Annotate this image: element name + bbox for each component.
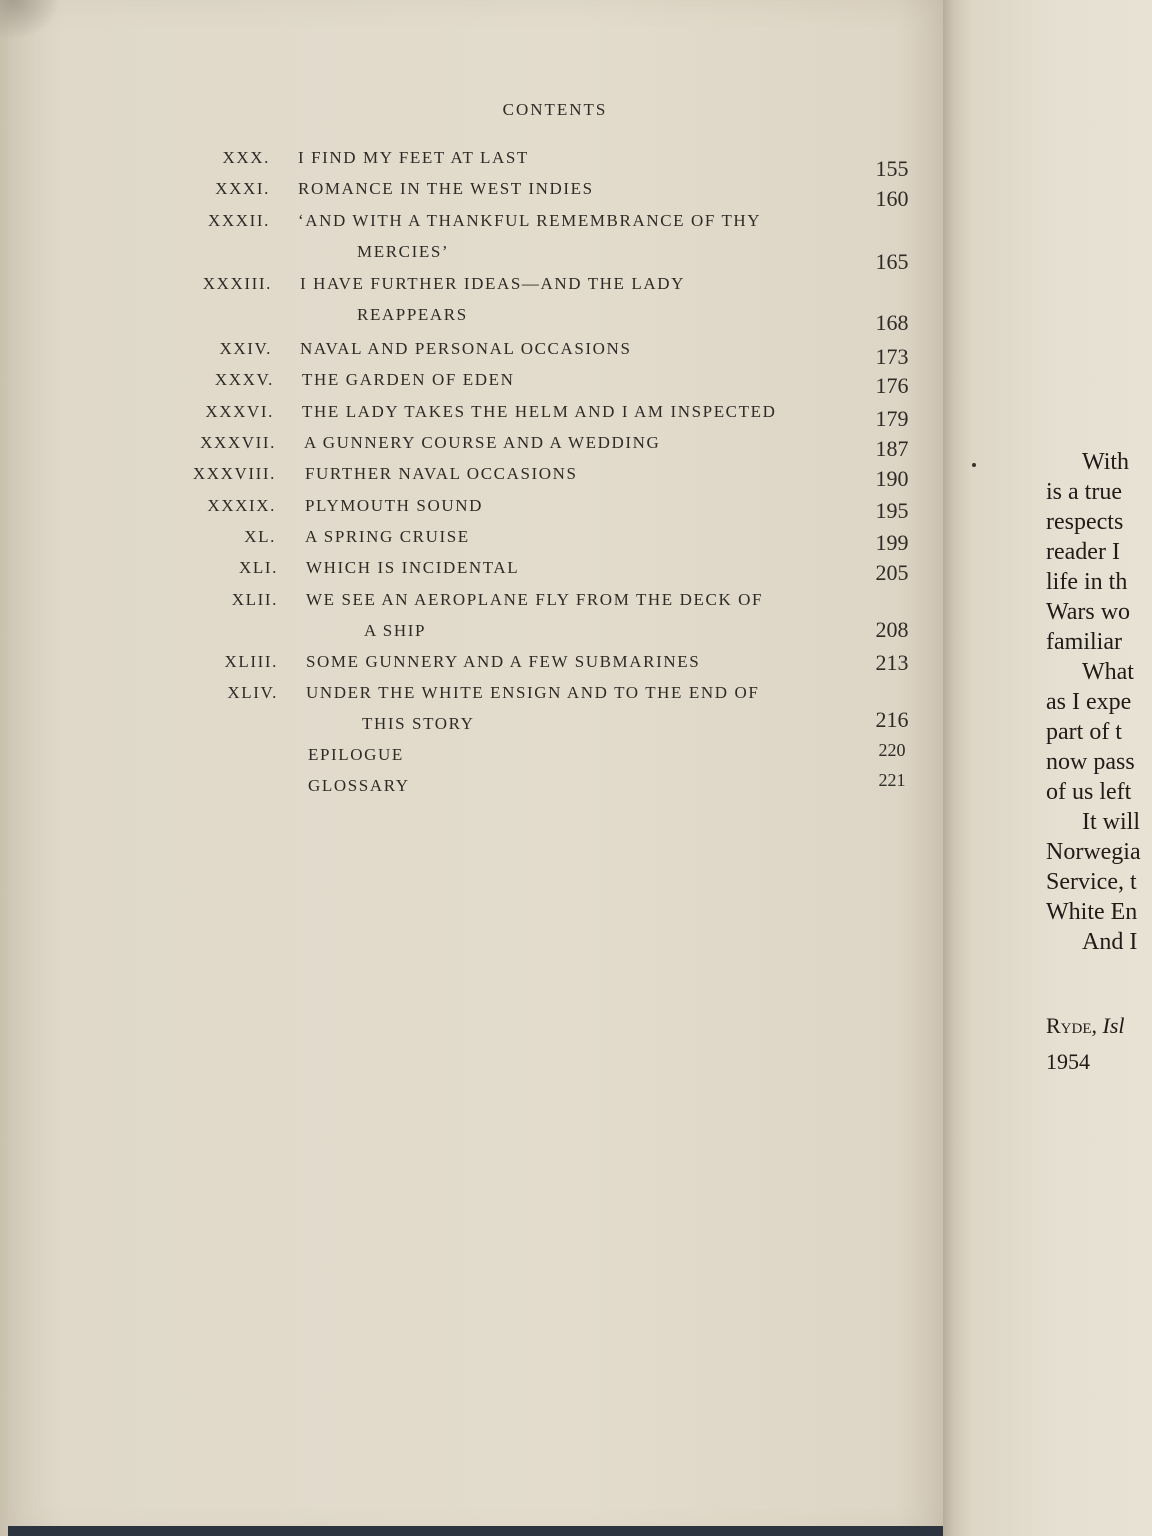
page-number: 176 [875, 373, 909, 398]
right-page-line: With [1082, 449, 1130, 475]
chapter-number: XXXI. [215, 179, 270, 198]
signature-place-italic: Isl [1102, 1013, 1125, 1038]
page-number: 205 [875, 560, 909, 585]
chapter-title: PLYMOUTH SOUND [305, 496, 483, 515]
right-page-line: part of t [1046, 719, 1122, 745]
right-page-line: life in th [1046, 569, 1128, 595]
chapter-title: ‘AND WITH A THANKFUL REMEMBRANCE OF THY [298, 211, 762, 230]
chapter-number: XLII. [231, 590, 278, 609]
right-page-line: now pass [1046, 749, 1135, 775]
chapter-title: SOME GUNNERY AND A FEW SUBMARINES [306, 652, 701, 671]
chapter-title: EPILOGUE [308, 745, 404, 764]
chapter-number: XXX. [222, 148, 270, 167]
chapter-title: WE SEE AN AEROPLANE FLY FROM THE DECK OF [306, 590, 764, 609]
page-number: 173 [875, 344, 909, 369]
right-page-line: It will [1082, 809, 1140, 835]
page-number: 199 [875, 530, 909, 555]
chapter-title-continuation: MERCIES’ [357, 242, 450, 261]
page-number: 179 [875, 406, 909, 431]
right-page-line: is a true [1046, 479, 1122, 505]
page-number: 168 [875, 310, 909, 335]
contents-heading: CONTENTS [502, 100, 608, 119]
chapter-title: THE GARDEN OF EDEN [302, 370, 515, 389]
page-number: 155 [875, 156, 909, 181]
chapter-number: XXXVI. [205, 402, 274, 421]
page-number: 190 [875, 466, 909, 491]
right-page-line: of us left [1046, 779, 1132, 805]
chapter-title: I HAVE FURTHER IDEAS—AND THE LADY [300, 274, 686, 293]
chapter-number: XXXIII. [202, 274, 272, 293]
right-page-line: reader I [1046, 539, 1120, 565]
page-number: 187 [875, 436, 909, 461]
signature-place: Ryde, [1046, 1013, 1098, 1038]
chapter-title: NAVAL AND PERSONAL OCCASIONS [300, 339, 632, 358]
right-page-line: as I expe [1046, 689, 1132, 715]
page-number: 216 [875, 707, 909, 732]
right-page-text [1046, 447, 1141, 957]
chapter-number: XXXII. [207, 211, 270, 230]
chapter-title: A GUNNERY COURSE AND A WEDDING [304, 433, 661, 452]
chapter-number: XLI. [239, 558, 278, 577]
right-page-signature [1046, 1008, 1125, 1080]
chapter-number: XXIV. [219, 339, 272, 358]
right-page-line: Norwegia [1046, 839, 1141, 865]
chapter-title-continuation: THIS STORY [362, 714, 475, 733]
right-page-line: respects [1046, 509, 1124, 535]
chapter-title-continuation: A SHIP [364, 621, 427, 640]
chapter-number: XXXVII. [200, 433, 276, 452]
chapter-number: XXXIX. [207, 496, 276, 515]
chapter-title: A SPRING CRUISE [305, 527, 470, 546]
ink-speck [972, 463, 976, 467]
chapter-number: XLIV. [227, 683, 278, 702]
right-page-line: familiar [1046, 629, 1122, 655]
chapter-title: WHICH IS INCIDENTAL [306, 558, 520, 577]
chapter-title: ROMANCE IN THE WEST INDIES [298, 179, 594, 198]
chapter-title-continuation: REAPPEARS [357, 305, 468, 324]
right-page-line: Wars wo [1046, 599, 1131, 625]
page-number: 165 [875, 249, 909, 274]
page-number: 220 [878, 740, 906, 760]
signature-year: 1954 [1046, 1049, 1090, 1074]
right-page-line: White En [1046, 899, 1138, 925]
page-number: 208 [875, 617, 909, 642]
right-page-line: Service, t [1046, 869, 1137, 895]
page-number: 160 [875, 186, 909, 211]
chapter-number: XXXVIII. [192, 464, 276, 483]
chapter-title: FURTHER NAVAL OCCASIONS [305, 464, 578, 483]
chapter-number: XLIII. [224, 652, 278, 671]
book-gutter [943, 0, 971, 1536]
chapter-number: XXXV. [214, 370, 274, 389]
chapter-title: UNDER THE WHITE ENSIGN AND TO THE END OF [306, 683, 760, 702]
chapter-title: GLOSSARY [308, 776, 410, 795]
chapter-number: XL. [244, 527, 276, 546]
right-page-line: And I [1082, 929, 1138, 955]
right-page-line: What [1082, 659, 1134, 685]
page-number: 195 [875, 498, 909, 523]
page-number: 221 [878, 770, 906, 790]
chapter-title: THE LADY TAKES THE HELM AND I AM INSPECTED [302, 402, 777, 421]
page-number: 213 [875, 650, 909, 675]
chapter-title: I FIND MY FEET AT LAST [298, 148, 529, 167]
